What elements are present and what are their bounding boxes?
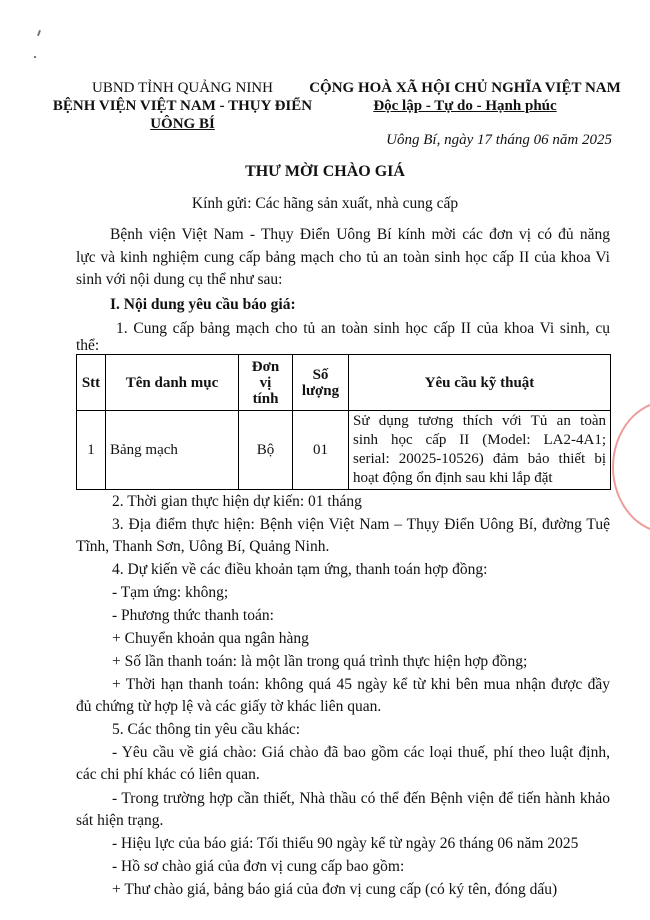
body-line: + Thư chào giá, bảng báo giá của đơn vị cung cấp (có ký tên, đóng dấu) bbox=[112, 881, 558, 898]
header-stt: Stt bbox=[77, 355, 106, 411]
header-requirements: Yêu cầu kỹ thuật bbox=[349, 355, 611, 411]
red-stamp-edge bbox=[612, 400, 650, 534]
org-line-1: UBND TỈNH QUẢNG NINH bbox=[92, 80, 273, 96]
intro-line-2: lực và kinh nghiệm cung cấp bảng mạch cho tủ an toàn sinh học cấp II của khoa Vi bbox=[76, 249, 610, 266]
body-line: - Hiệu lực của báo giá: Tối thiểu 90 ngày kể từ ngày 26 tháng 06 năm 2025 bbox=[112, 835, 579, 852]
requirement-line: Sử dụng tương thích với Tủ an toàn bbox=[353, 413, 606, 429]
cell-stt: 1 bbox=[77, 411, 106, 490]
header-unit-line: tính bbox=[252, 390, 279, 407]
body-line: - Yêu cầu về giá chào: Giá chào đã bao gồm các loại thuế, phí theo luật định, bbox=[112, 744, 610, 761]
body-line: - Phương thức thanh toán: bbox=[112, 607, 274, 624]
document-date: Uông Bí, ngày 17 tháng 06 năm 2025 bbox=[386, 132, 612, 148]
body-line: đủ chứng từ hợp lệ và các giấy tờ khác liên quan. bbox=[76, 698, 382, 715]
header-qty-line: lượng bbox=[301, 382, 340, 399]
body-line: - Trong trường hợp cần thiết, Nhà thầu có thể đến Bệnh viện để tiến hành khảo bbox=[112, 790, 610, 807]
cell-unit: Bộ bbox=[239, 411, 293, 490]
greeting: Kính gửi: Các hãng sản xuất, nhà cung cấp bbox=[191, 195, 459, 212]
body-line: - Tạm ứng: không; bbox=[112, 584, 229, 601]
item-1-line-2: thể: bbox=[76, 337, 100, 354]
header-name: Tên danh mục bbox=[106, 355, 239, 411]
requirements-table bbox=[76, 354, 611, 490]
body-line: sát hiện trạng. bbox=[76, 812, 164, 829]
body-line: 2. Thời gian thực hiện dự kiến: 01 tháng bbox=[112, 493, 362, 510]
body-line: + Chuyển khoản qua ngân hàng bbox=[112, 630, 309, 647]
section-1-heading: I. Nội dung yêu cầu báo giá: bbox=[110, 296, 296, 313]
header-unit-line: Đơn bbox=[251, 358, 280, 375]
table-header-row bbox=[77, 355, 611, 411]
header-qty bbox=[293, 355, 349, 411]
intro-line-3: sinh với nội dung cụ thể như sau: bbox=[76, 271, 283, 288]
national-header bbox=[300, 79, 630, 115]
body-line: 5. Các thông tin yêu cầu khác: bbox=[112, 721, 301, 738]
scan-mark bbox=[37, 30, 41, 36]
body-line: - Hồ sơ chào giá của đơn vị cung cấp bao gồm: bbox=[112, 858, 405, 875]
org-line-3: UÔNG BÍ bbox=[150, 116, 215, 132]
intro-line-1: Bệnh viện Việt Nam - Thụy Điển Uông Bí kính mời các đơn vị có đủ năng bbox=[110, 226, 610, 243]
org-line-2: BỆNH VIỆN VIỆT NAM - THỤY ĐIỂN bbox=[52, 98, 313, 114]
requirement-line: sinh học cấp II (Model: LA2-4A1; bbox=[353, 432, 606, 448]
nation-line-1: CỘNG HOÀ XÃ HỘI CHỦ NGHĨA VIỆT NAM bbox=[309, 80, 621, 96]
table-row bbox=[77, 411, 611, 490]
cell-qty: 01 bbox=[293, 411, 349, 490]
cell-requirements bbox=[349, 411, 611, 490]
requirement-line: hoạt động ổn định sau khi lắp đặt bbox=[353, 470, 553, 486]
body-line: + Số lần thanh toán: là một lần trong quá trình thực hiện hợp đồng; bbox=[112, 653, 528, 670]
requirement-line: serial: 20025-10526) đảm bảo thiết bị bbox=[353, 451, 606, 467]
body-line: 3. Địa điểm thực hiện: Bệnh viện Việt Nam – Thụy Điển Uông Bí, đường Tuệ bbox=[112, 516, 610, 533]
body-line: + Thời hạn thanh toán: không quá 45 ngày kể từ khi bên mua nhận được đầy bbox=[112, 676, 610, 693]
body-line: các chi phí khác có liên quan. bbox=[76, 766, 260, 783]
header-qty-line: Số bbox=[312, 366, 329, 383]
nation-line-2: Độc lập - Tự do - Hạnh phúc bbox=[373, 98, 557, 114]
cell-name: Bảng mạch bbox=[106, 411, 239, 490]
body-line: 4. Dự kiến về các điều khoản tạm ứng, thanh toán hợp đồng: bbox=[112, 561, 488, 578]
body-line: Tĩnh, Thanh Sơn, Uông Bí, Quảng Ninh. bbox=[76, 538, 330, 555]
document-title: THƯ MỜI CHÀO GIÁ bbox=[245, 163, 405, 180]
item-1-line-1: 1. Cung cấp bảng mạch cho tủ an toàn sinh học cấp II của khoa Vi sinh, cụ bbox=[116, 320, 610, 337]
issuing-organization bbox=[40, 79, 325, 133]
header-unit-line: vị bbox=[259, 374, 272, 391]
header-unit bbox=[239, 355, 293, 411]
scan-mark bbox=[34, 56, 36, 58]
